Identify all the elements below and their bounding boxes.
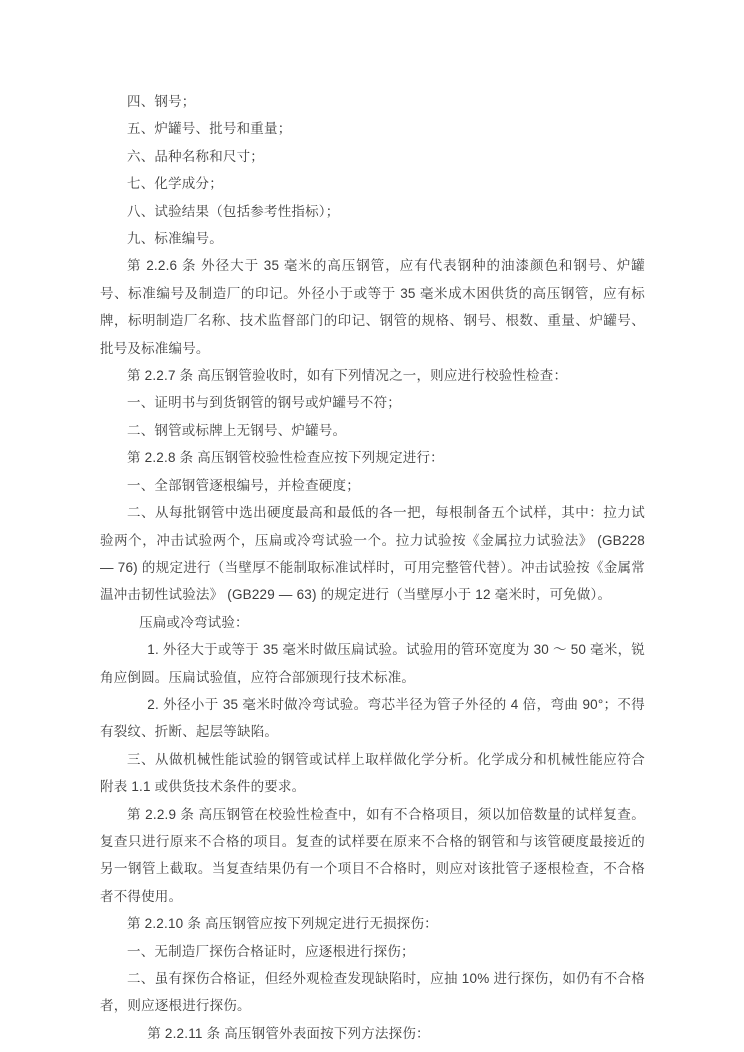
- paragraph-15: 1. 外径大于或等于 35 毫米时做压扁试验。试验用的管环宽度为 30 ～ 50 毫米，锐角应倒圆。压扁试验值，应符合部颁现行技术标准。: [100, 642, 645, 685]
- paragraph-17: 三、从做机械性能试验的钢管或试样上取样做化学分析。化学成分和机械性能应符合附表 1.1 或供货技术条件的要求。: [100, 751, 645, 795]
- paragraph-4: 七、化学成分；: [127, 176, 223, 192]
- paragraph-11: 第 2.2.8 条 高压钢管校验性检查应按下列规定进行：: [127, 450, 444, 466]
- paragraph-6: 九、标准编号。: [127, 231, 223, 247]
- paragraph-19: 第 2.2.10 条 高压钢管应按下列规定进行无损探伤：: [127, 916, 438, 932]
- paragraph-12: 一、全部钢管逐根编号，并检查硬度；: [127, 477, 360, 493]
- paragraph-14: 压扁或冷弯试验：: [139, 614, 249, 630]
- paragraph-13: 二、从每批钢管中选出硬度最高和最低的各一把，每根制备五个试样，其中：拉力试验两个，冲击试验两个，压扁或冷弯试验一个。拉力试验按《金属拉力试验法》 (GB228 — 76) 的规定进行（当壁厚不能制取标准试样时，可用完整管代替）。冲击试验按《金属常温冲击韧性试验法》 (GB229 — 63) 的规定进行（当壁厚小于 12 毫米时，可免做）。: [100, 505, 645, 603]
- paragraph-1: 四、钢号；: [127, 94, 196, 109]
- paragraph-7: 第 2.2.6 条 外径大于 35 毫米的高压钢管，应有代表钢种的油漆颜色和钢号、炉罐号、标准编号及制造厂的印记。外径小于或等于 35 毫米成木困供货的高压钢管，应有标牌，标明制造厂名称、技术监督部门的印记、钢管的规格、钢号、根数、重量、炉罐号、批号及标准编号。: [100, 258, 645, 356]
- paragraph-3: 六、品种名称和尺寸；: [127, 148, 264, 164]
- paragraph-16: 2. 外径小于 35 毫米时做冷弯试验。弯芯半径为管子外径的 4 倍，弯曲 90°；不得有裂纹、折断、起层等缺陷。: [100, 696, 645, 740]
- paragraph-10: 二、钢管或标牌上无钢号、炉罐号。: [127, 422, 347, 438]
- paragraph-8: 第 2.2.7 条 高压钢管验收时，如有下列情况之一，则应进行校验性检查：: [127, 368, 568, 384]
- paragraph-22: 第 2.2.11 条 高压钢管外表面按下列方法探伤：: [147, 1025, 430, 1041]
- paragraph-9: 一、证明书与到货钢管的钢号或炉罐号不符；: [127, 395, 401, 411]
- paragraph-2: 五、炉罐号、批号和重量；: [127, 121, 292, 137]
- paragraph-18: 第 2.2.9 条 高压钢管在校验性检查中，如有不合格项目，须以加倍数量的试样复查。复查只进行原来不合格的项目。复查的试样要在原来不合格的钢管和与该管硬度最接近的另一钢管上截取。当复查结果仍有一个项目不合格时，则应对该批管子逐根检查，不合格者不得使用。: [100, 806, 645, 904]
- paragraph-20: 一、无制造厂探伤合格证时，应逐根进行探伤；: [127, 943, 415, 959]
- paragraph-5: 八、试验结果（包括参考性指标）；: [127, 203, 340, 219]
- document-body: [100, 88, 645, 1047]
- paragraph-21: 二、虽有探伤合格证，但经外观检查发现缺陷时，应抽 10% 进行探伤，如仍有不合格者，则应逐根进行探伤。: [100, 971, 645, 1014]
